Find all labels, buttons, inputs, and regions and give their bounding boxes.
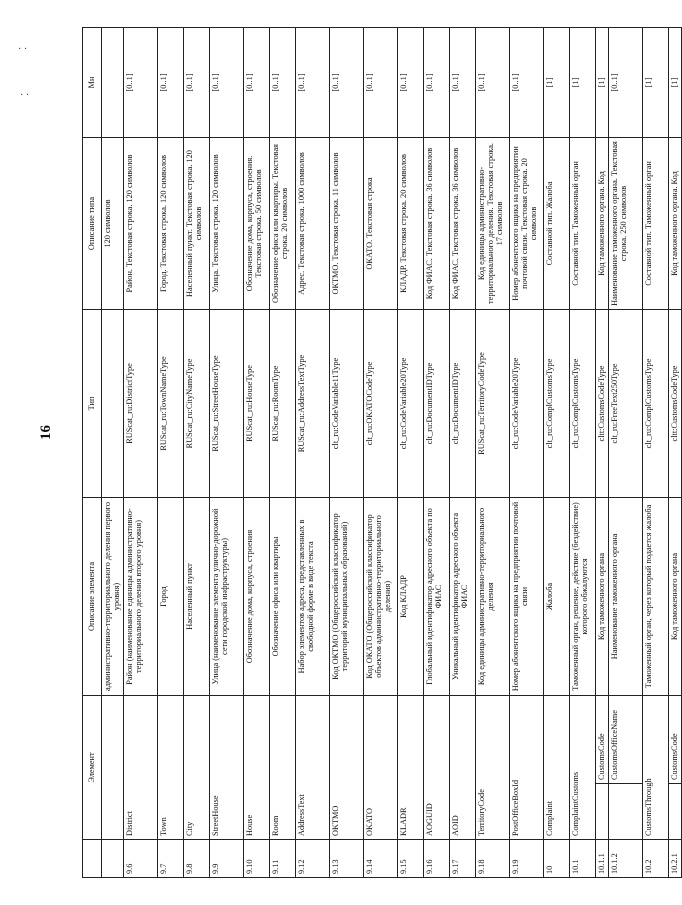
element-name: CustomsCode (668, 695, 681, 783)
element-type: clt_ru:CodeVariable11Type (329, 309, 363, 497)
multiplicity: [0..1] (397, 27, 423, 137)
element-type: RUScat_ru:DistrictType (123, 309, 157, 497)
element-description: Код единицы административно-территориального деления (475, 497, 509, 695)
element-name: TerritoryCode (475, 695, 509, 839)
element-type: clt_ru:DocumentIDType (423, 309, 449, 497)
type-description: Код ФИАС. Текстовая строка. 36 символов (449, 137, 475, 309)
table-row (569, 27, 595, 877)
element-type: RUScat_ru:HouseType (243, 309, 269, 497)
header-description: Описание элемента (83, 497, 102, 695)
row-number: 10.1.2 (608, 840, 642, 878)
table-row (183, 27, 209, 877)
row-number: 9.16 (423, 840, 449, 878)
element-description: Таможенный орган, через который подается жалоба (642, 497, 668, 695)
element-name: OKTMO (329, 695, 363, 839)
page-number: 16 (38, 425, 54, 440)
row-number: 9.18 (475, 840, 509, 878)
multiplicity: [0..1] (363, 27, 397, 137)
multiplicity: [0..1] (608, 27, 642, 137)
element-type: clt_ru:ComplCustomsType (642, 309, 668, 497)
element-description: Код таможенного органа (595, 497, 608, 695)
row-number: 10.1 (569, 840, 595, 878)
element-name: District (123, 695, 157, 839)
element-description: Жалоба (543, 497, 569, 695)
table-row (363, 27, 397, 877)
table-row (543, 27, 569, 877)
row-number: 9.19 (509, 840, 543, 878)
header-multiplicity: Мн (83, 27, 102, 137)
element-name: City (183, 695, 209, 839)
element-name: Complaint (543, 695, 569, 839)
table-row (157, 27, 183, 877)
table-row (608, 27, 642, 877)
multiplicity: [0..1] (423, 27, 449, 137)
multiplicity: [0..1] (509, 27, 543, 137)
type-description: Наименование таможенного органа. Текстовая строка. 250 символов (608, 137, 642, 309)
table-row (209, 27, 243, 877)
element-indent (668, 784, 681, 840)
element-name: AOID (449, 695, 475, 839)
element-description: Наименование таможенного органа (608, 497, 642, 695)
row-number: 9.7 (157, 840, 183, 878)
scan-speck: · · (20, 90, 30, 101)
element-type: clt_ru:DocumentIDType (449, 309, 475, 497)
table-body (102, 27, 682, 877)
element-type: RUScat_ru:CityNameType (183, 309, 209, 497)
element-description: административно-территориального деления первого уровня) (102, 497, 124, 695)
element-type: clt_ru:CodeVariable20Type (397, 309, 423, 497)
multiplicity: [1] (642, 27, 668, 137)
element-name: AOGUID (423, 695, 449, 839)
row-number: 9.9 (209, 840, 243, 878)
table-row (642, 27, 668, 877)
element-description: Код таможенного органа (668, 497, 681, 695)
type-description: Код таможенного органа. Код (595, 137, 608, 309)
element-type: RUScat_ru:StreetHouseType (209, 309, 243, 497)
type-description: Код ФИАС. Текстовая строка. 36 символов (423, 137, 449, 309)
type-description: ОКАТО. Текстовая строка (363, 137, 397, 309)
element-description: Код ОКАТО (Общероссийский классификатор объектов административно-территориального деления) (363, 497, 397, 695)
rotated-table-page (82, 28, 679, 878)
element-type: clt_ru:FreeText250Type (608, 309, 642, 497)
table-header-row (83, 27, 102, 877)
table-row (668, 27, 681, 877)
type-description: Улица. Текстовая строка. 120 символов (209, 137, 243, 309)
type-description: Район. Текстовая строка. 120 символов (123, 137, 157, 309)
element-name: CustomsCode (595, 695, 608, 783)
multiplicity: [0..1] (329, 27, 363, 137)
element-type: RUScat_ru:TownNameType (157, 309, 183, 497)
scan-speck: · · (18, 44, 28, 55)
multiplicity: [0..1] (449, 27, 475, 137)
element-description: Код ОКТМО (Общероссийский классификатор территорий муниципальных образований) (329, 497, 363, 695)
multiplicity (102, 27, 124, 137)
table-row (595, 27, 608, 877)
table-row (423, 27, 449, 877)
row-number (102, 840, 124, 878)
multiplicity: [0..1] (183, 27, 209, 137)
table-row (243, 27, 269, 877)
row-number: 9.14 (363, 840, 397, 878)
element-indent (595, 784, 608, 840)
type-description: Номер абонентского ящика на предприятии почтовой связи. Текстовая строка. 20 символов (509, 137, 543, 309)
element-description: Населенный пункт (183, 497, 209, 695)
element-description: Глобальный идентификатор адресного объекта по ФИАС (423, 497, 449, 695)
type-description: Составной тип. Таможенный орган (569, 137, 595, 309)
element-description: Улица (наименование элемента улично-дорожной сети городской инфраструктуры) (209, 497, 243, 695)
element-description: Код КЛАДР (397, 497, 423, 695)
element-description: Город (157, 497, 183, 695)
element-description: Район (наименование единицы административно-территориального деления второго уровня) (123, 497, 157, 695)
table-row (123, 27, 157, 877)
row-number: 9.17 (449, 840, 475, 878)
type-description: Код таможенного органа. Код (668, 137, 681, 309)
multiplicity: [0..1] (243, 27, 269, 137)
element-name: House (243, 695, 269, 839)
row-number: 10 (543, 840, 569, 878)
multiplicity: [1] (543, 27, 569, 137)
row-number: 9.13 (329, 840, 363, 878)
element-name: KLADR (397, 695, 423, 839)
type-description: Адрес. Текстовая строка. 1000 символов (295, 137, 329, 309)
table-row (269, 27, 295, 877)
type-description: Составной тип. Таможенный орган (642, 137, 668, 309)
element-type: RUScat_ru:AddressTextType (295, 309, 329, 497)
multiplicity: [0..1] (209, 27, 243, 137)
element-type (102, 309, 124, 497)
header-element: Элемент (83, 695, 102, 839)
row-number: 9.6 (123, 840, 157, 878)
element-type: clt_ru:ComplCustomsType (569, 309, 595, 497)
header-type: Тип (83, 309, 102, 497)
element-type: RUScat_ru:RoomType (269, 309, 295, 497)
row-number: 10.2.1 (668, 840, 681, 878)
row-number: 9.15 (397, 840, 423, 878)
type-description: КЛАДР. Текстовая строка. 20 символов (397, 137, 423, 309)
element-description: Таможенный орган, решение, действие (бездействие) которого обжалуются (569, 497, 595, 695)
header-type-description: Описание типа (83, 137, 102, 309)
element-type: clt_ru:OKATOCodeType (363, 309, 397, 497)
row-number: 9.10 (243, 840, 269, 878)
multiplicity: [1] (595, 27, 608, 137)
multiplicity: [0..1] (123, 27, 157, 137)
table-row (449, 27, 475, 877)
element-name: PostOfficeBoxId (509, 695, 543, 839)
table-row (509, 27, 543, 877)
element-name: CustomsThrough (642, 695, 668, 839)
element-indent (608, 784, 642, 840)
type-description: Обозначение офиса или квартиры. Текстовая строка. 20 символов (269, 137, 295, 309)
table-row (102, 27, 124, 877)
element-type: RUScat_ru:TerritoryCodeType (475, 309, 509, 497)
element-name: CustomsOfficeName (608, 695, 642, 783)
multiplicity: [1] (569, 27, 595, 137)
row-number: 10.1.1 (595, 840, 608, 878)
row-number: 10.2 (642, 840, 668, 878)
type-description: Код единицы административно-территориального деления. Текстовая строка. 17 символов (475, 137, 509, 309)
element-description: Набор элементов адреса, представленных в свободной форме в виде текста (295, 497, 329, 695)
type-description: Составной тип. Жалоба (543, 137, 569, 309)
element-description: Обозначение офиса или квартиры (269, 497, 295, 695)
element-description: Номер абонентского ящика на предприятии почтовой связи (509, 497, 543, 695)
element-type: cltt:CustomsCodeType (595, 309, 608, 497)
element-description: Обозначение дома, корпуса, строения (243, 497, 269, 695)
table-row (475, 27, 509, 877)
type-description: Город. Текстовая строка. 120 символов (157, 137, 183, 309)
multiplicity: [0..1] (157, 27, 183, 137)
element-description: Уникальный идентификатор адресного объекта ФИАС (449, 497, 475, 695)
table-row (397, 27, 423, 877)
row-number: 9.12 (295, 840, 329, 878)
multiplicity: [0..1] (475, 27, 509, 137)
element-name: Town (157, 695, 183, 839)
multiplicity: [0..1] (269, 27, 295, 137)
type-description: Обозначение дома, корпуса, строения. Текстовая строка. 50 символов (243, 137, 269, 309)
row-number: 9.8 (183, 840, 209, 878)
multiplicity: [0..1] (295, 27, 329, 137)
row-number: 9.11 (269, 840, 295, 878)
element-type: clt_ru:ComplCustomsType (543, 309, 569, 497)
header-num (83, 840, 102, 878)
type-description: 120 символов (102, 137, 124, 309)
element-type: clt_ru:CodeVariable20Type (509, 309, 543, 497)
element-name: ComplaintCustoms (569, 695, 595, 839)
table-row (329, 27, 363, 877)
element-name: OKATO (363, 695, 397, 839)
type-description: ОКТМО. Текстовая строка. 11 символов (329, 137, 363, 309)
element-table (82, 27, 682, 878)
element-type: cltt:CustomsCodeType (668, 309, 681, 497)
element-name: Room (269, 695, 295, 839)
element-name (102, 695, 124, 839)
element-name: AddressText (295, 695, 329, 839)
type-description: Населенный пункт. Текстовая строка. 120 символов (183, 137, 209, 309)
table-row (295, 27, 329, 877)
element-name: StreetHouse (209, 695, 243, 839)
multiplicity: [1] (668, 27, 681, 137)
